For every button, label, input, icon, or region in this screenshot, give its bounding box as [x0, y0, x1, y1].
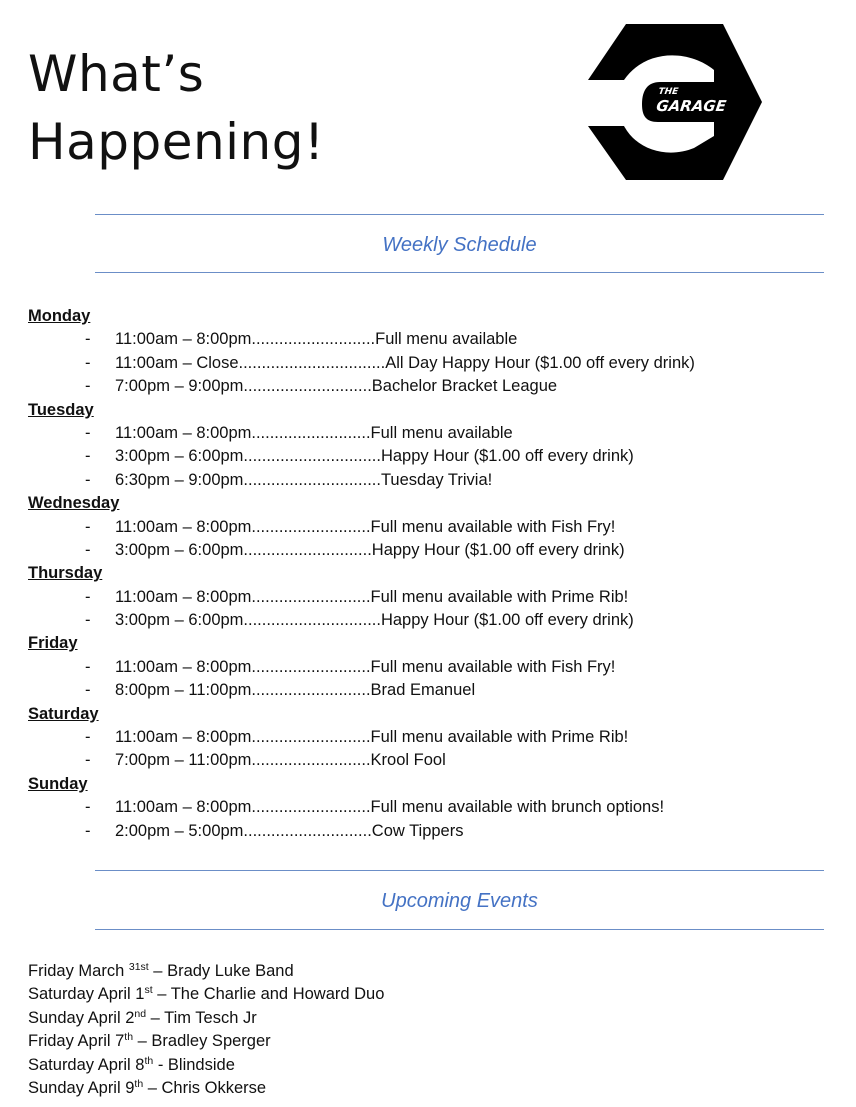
schedule-item [28, 539, 828, 562]
schedule-item [28, 656, 828, 679]
bullet-dash: - [85, 517, 91, 536]
event-after: – The Charlie and Howard Duo [152, 985, 385, 1004]
logo-text-garage: GARAGE [655, 97, 728, 115]
schedule-item [28, 352, 828, 375]
event-sup: th [144, 1054, 154, 1067]
schedule-item [28, 328, 828, 351]
page-title [28, 40, 325, 176]
schedule-item [28, 375, 828, 398]
day-heading-friday: Friday [28, 634, 78, 653]
bullet-dash: - [85, 353, 91, 372]
bullet-dash: - [85, 540, 91, 559]
event-item [28, 1054, 384, 1077]
schedule-item-text: 11:00am – 8:00pm..........................Full menu available with Prime Rib! [115, 587, 629, 606]
title-line-1: What’s [28, 45, 205, 103]
schedule-item-text: 11:00am – 8:00pm..........................Full menu available [115, 423, 513, 442]
event-before: Friday April 7 [28, 1032, 125, 1051]
day-heading-sunday: Sunday [28, 774, 88, 793]
bullet-dash: - [85, 377, 91, 396]
schedule-item-text: 8:00pm – 11:00pm..........................Brad Emanuel [115, 681, 476, 700]
schedule-item [28, 820, 828, 843]
schedule-item [28, 586, 828, 609]
divider [95, 870, 824, 871]
bullet-dash: - [85, 330, 91, 349]
schedule-item [28, 445, 828, 468]
day-heading-saturday: Saturday [28, 704, 99, 723]
schedule-item-text: 7:00pm – 11:00pm..........................Krool Fool [115, 751, 446, 770]
event-after: – Brady Luke Band [148, 962, 294, 980]
event-sup: th [134, 1077, 144, 1090]
title-line-2: Happening! [28, 113, 325, 171]
schedule-item [28, 749, 828, 772]
weekly-schedule-heading: Weekly Schedule [382, 234, 537, 256]
upcoming-events-list [28, 960, 384, 1100]
schedule-item [28, 609, 828, 632]
event-sup: 31st [128, 961, 149, 973]
divider [95, 214, 824, 215]
schedule-item-text: 3:00pm – 6:00pm............................Happy Hour ($1.00 off every drink) [115, 540, 625, 559]
schedule-item-text: 11:00am – 8:00pm..........................Full menu available with Fish Fry! [115, 657, 616, 676]
schedule-item [28, 516, 828, 539]
event-before: Sunday April 9 [28, 1078, 135, 1097]
event-before: Friday March [28, 962, 129, 980]
event-after: – Chris Okkerse [143, 1078, 267, 1097]
event-sup: th [124, 1031, 134, 1044]
event-before: Saturday April 1 [28, 985, 145, 1004]
upcoming-events-heading: Upcoming Events [381, 890, 538, 912]
bullet-dash: - [85, 821, 91, 840]
event-sup: st [144, 984, 153, 997]
schedule-item [28, 726, 828, 749]
bullet-dash: - [85, 611, 91, 630]
event-before: Saturday April 8 [28, 1055, 145, 1074]
schedule-item-text: 11:00am – Close................................All Day Happy Hour ($1.00 off every drink) [115, 353, 695, 372]
event-item [28, 1007, 384, 1030]
schedule-item-text: 6:30pm – 9:00pm..............................Tuesday Trivia! [115, 470, 493, 489]
bullet-dash: - [85, 751, 91, 770]
event-item [28, 1030, 384, 1053]
bullet-dash: - [85, 798, 91, 817]
day-heading-monday: Monday [28, 307, 91, 325]
day-heading-tuesday: Tuesday [28, 400, 94, 419]
schedule-item-text: 11:00am – 8:00pm..........................Full menu available with Fish Fry! [115, 517, 616, 536]
bullet-dash: - [85, 728, 91, 747]
bullet-dash: - [85, 681, 91, 700]
garage-logo [586, 24, 764, 180]
schedule-item [28, 422, 828, 445]
schedule-item [28, 469, 828, 492]
schedule-item [28, 679, 828, 702]
bullet-dash: - [85, 423, 91, 442]
logo-text-the: THE [657, 87, 679, 97]
event-after: - Blindside [153, 1055, 235, 1074]
weekly-schedule [28, 305, 828, 843]
divider [95, 929, 824, 930]
schedule-item-text: 3:00pm – 6:00pm..............................Happy Hour ($1.00 off every drink) [115, 611, 634, 630]
schedule-item-text: 7:00pm – 9:00pm............................Bachelor Bracket League [115, 377, 558, 396]
day-heading-thursday: Thursday [28, 564, 103, 583]
event-item [28, 983, 384, 1006]
schedule-item-text: 11:00am – 8:00pm..........................Full menu available with Prime Rib! [115, 728, 629, 747]
bullet-dash: - [85, 470, 91, 489]
event-after: – Bradley Sperger [133, 1032, 271, 1051]
bullet-dash: - [85, 587, 91, 606]
schedule-item-text: 11:00am – 8:00pm..........................Full menu available with brunch options! [115, 798, 665, 817]
divider [95, 272, 824, 273]
event-after: – Tim Tesch Jr [146, 1008, 257, 1027]
event-sup: nd [134, 1007, 147, 1020]
schedule-item-text: 11:00am – 8:00pm...........................Full menu available [115, 330, 518, 349]
bullet-dash: - [85, 657, 91, 676]
event-item [28, 1077, 384, 1100]
schedule-item-text: 2:00pm – 5:00pm............................Cow Tippers [115, 821, 464, 840]
event-item [28, 960, 384, 983]
event-before: Sunday April 2 [28, 1008, 135, 1027]
bullet-dash: - [85, 447, 91, 466]
schedule-item-text: 3:00pm – 6:00pm..............................Happy Hour ($1.00 off every drink) [115, 447, 634, 466]
day-heading-wednesday: Wednesday [28, 494, 120, 513]
schedule-item [28, 796, 828, 819]
